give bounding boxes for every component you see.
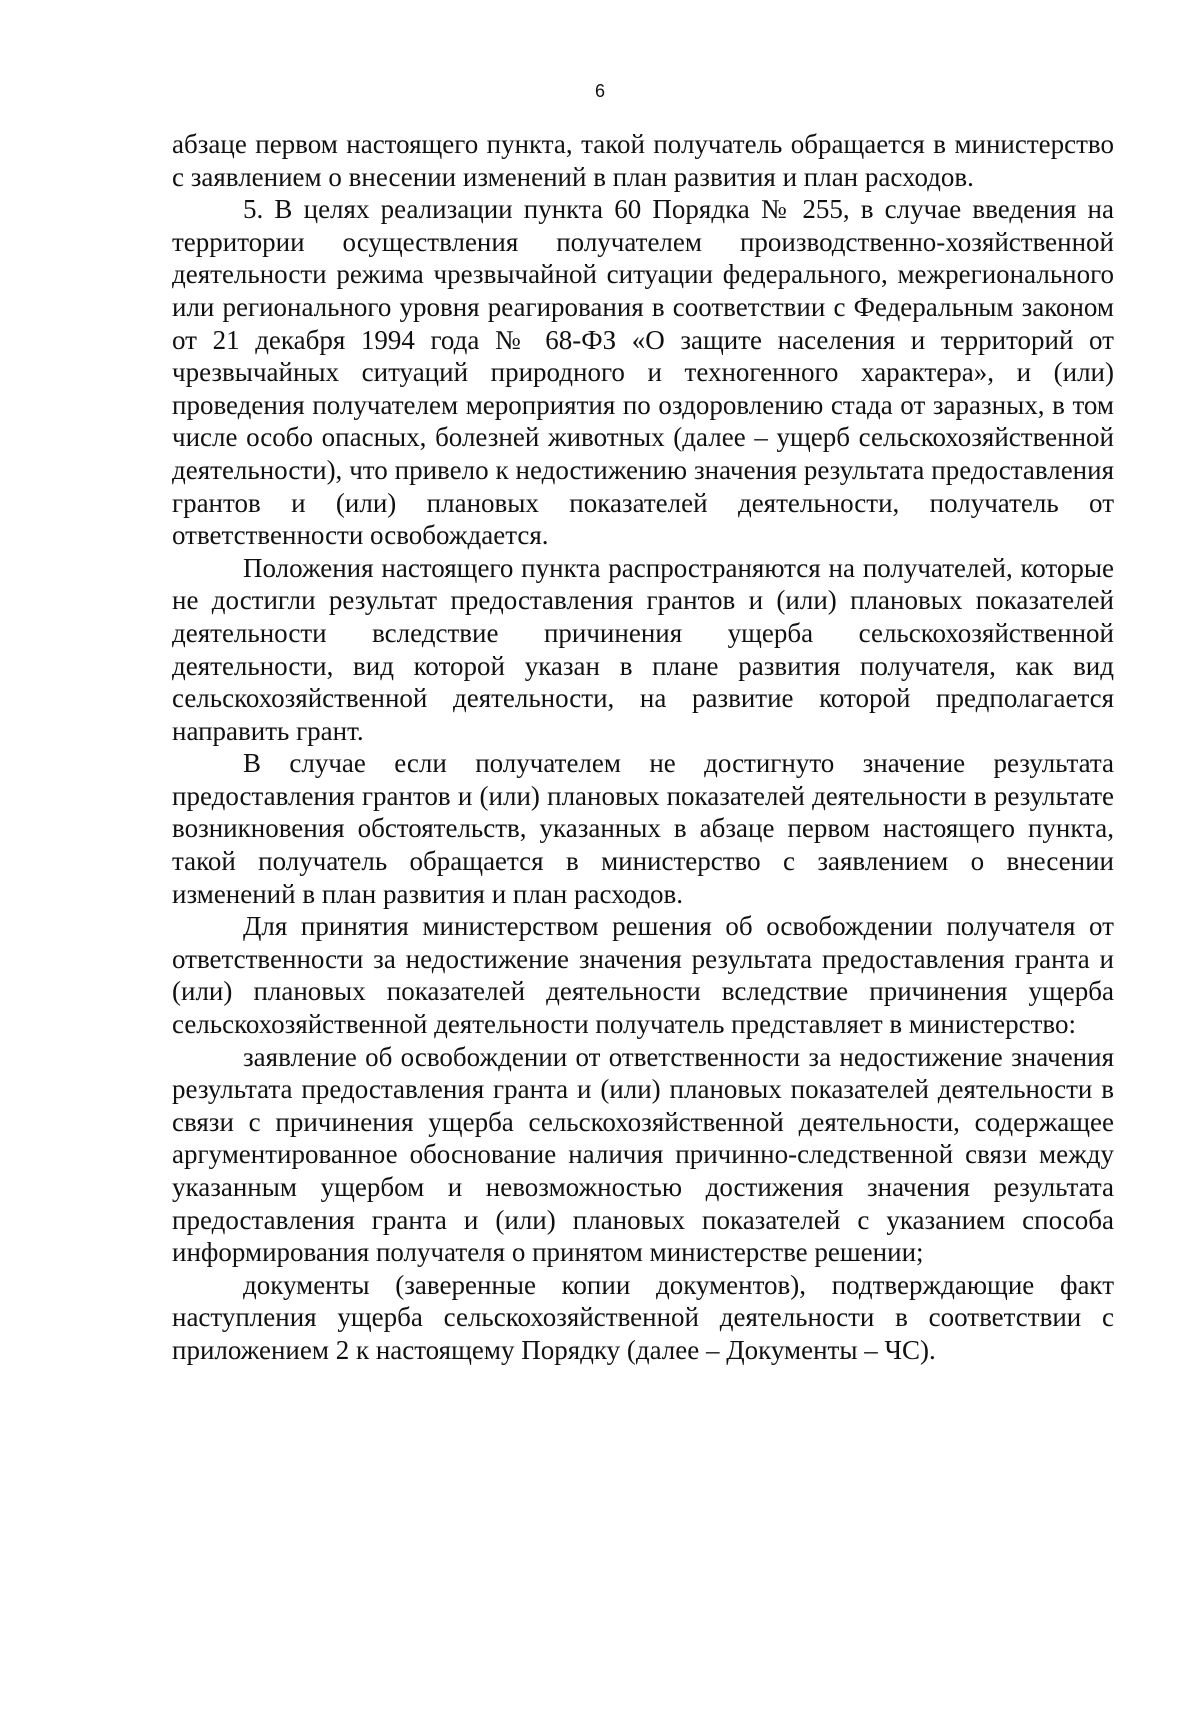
paragraph-not-achieved: В случае если получателем не достигнуто значение результата предоставления грантов и (или) плановых показателей деятельности в результате возникновения обстоятельств, указанных в абзаце первом настоящего пункта, такой получатель обращается в министерство с заявлением о внесении изменений в план развития и план расходов.	[172, 748, 1114, 909]
paragraph-supporting-documents: документы (заверенные копии документов), подтверждающие факт наступления ущерба сельскохозяйственной деятельности в соответствии с приложением 2 к настоящему Порядку (далее – Документы – ЧС).	[172, 1269, 1114, 1365]
paragraph-scope: Положения настоящего пункта распространяются на получателей, которые не достигли результат предоставления грантов и (или) плановых показателей деятельности вследствие причинения ущерба сельскохозяйственной деятельности, вид которой указан в плане развития получателя, как вид сельскохозяйственной деятельности, на развитие которой предполагается направить грант.	[172, 552, 1114, 746]
paragraph-application: заявление об освобождении от ответственности за недостижение значения результата предоставления гранта и (или) плановых показателей деятельности в связи с причинения ущерба сельскохозяйственной деятельности, содержащее аргументированное обоснование наличия причинно-следственной связи между указанным ущербом и невозможностью достижения значения результата предоставления гранта и (или) плановых показателей с указанием способа информирования получателя о принятом министерстве решении;	[172, 1041, 1114, 1268]
paragraph-point-5: 5. В целях реализации пункта 60 Порядка № 255, в случае введения на территории осуществления получателем производственно-хозяйственной деятельности режима чрезвычайной ситуации федерального, межрегионального или регионального уровня реагирования в соответствии с Федеральным законом от 21 декабря 1994 года № 68-ФЗ «О защите населения и территорий от чрезвычайных ситуаций природного и техногенного характера», и (или) проведения получателем мероприятия по оздоровлению стада от заразных, в том числе особо опасных, болезней животных (далее – ущерб сельскохозяйственной деятельности), что привело к недостижению значения результата предоставления грантов и (или) плановых показателей деятельности, получатель от ответственности освобождается.	[172, 194, 1114, 551]
document-body	[172, 128, 1114, 1367]
paragraph-continuation: абзаце первом настоящего пункта, такой получатель обращается в министерство с заявлением о внесении изменений в план развития и план расходов.	[172, 129, 1114, 192]
page-number: 6	[594, 81, 605, 101]
paragraph-documents-intro: Для принятия министерством решения об освобождении получателя от ответственности за недостижение значения результата предоставления гранта и (или) плановых показателей деятельности вследствие причинения ущерба сельскохозяйственной деятельности получатель представляет в министерство:	[172, 911, 1114, 1040]
